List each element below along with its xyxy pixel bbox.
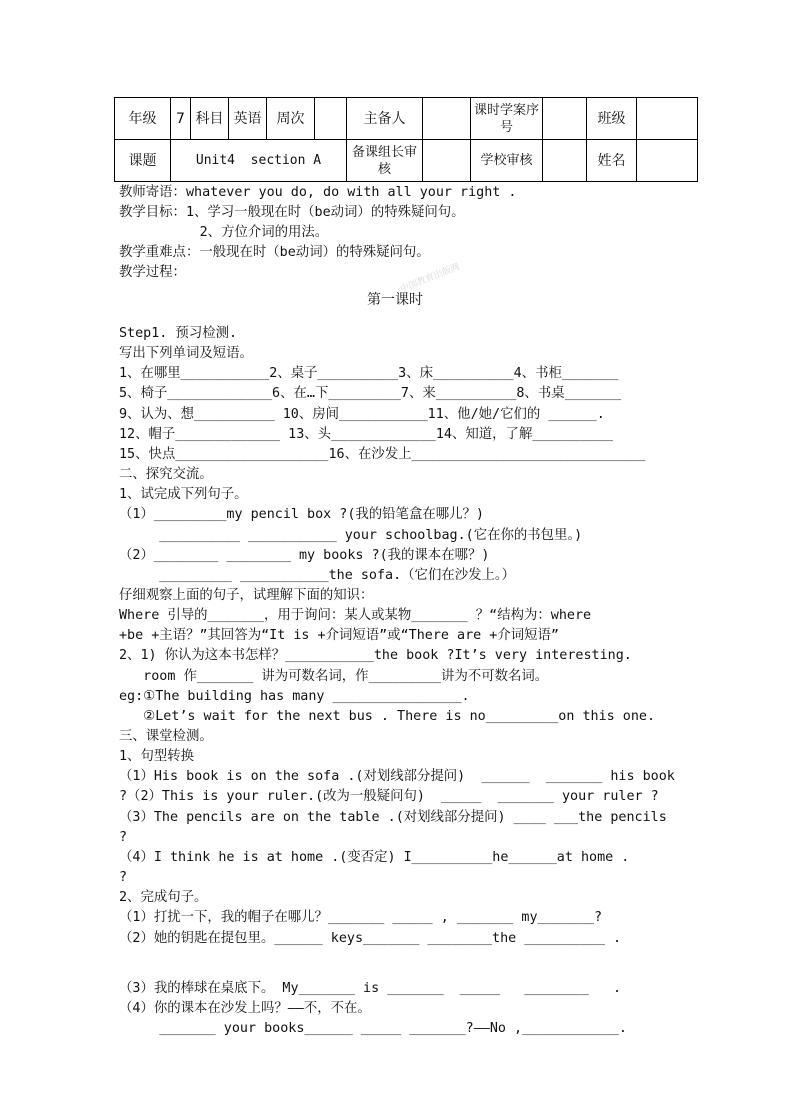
lesson-title: 第一课时 <box>367 292 423 308</box>
body-line: 1、在哪里___________2、桌子__________3、床__________4、书柜_______ <box>119 366 619 382</box>
header-table <box>114 97 698 182</box>
body-line: ②Let’s wait for the next bus . There is no_________on this one. <box>119 708 656 724</box>
class-value <box>637 98 698 140</box>
week-label: 周次 <box>267 98 315 140</box>
name-value <box>637 140 698 182</box>
group-review-value <box>423 140 471 182</box>
body-line: Step1. 预习检测. <box>119 326 238 341</box>
body-line: _______ your books______ _____ _______?——No ,____________. <box>119 1021 627 1037</box>
body-line: 1、句型转换 <box>119 749 195 765</box>
body-line: Where 引导的_______，用于询问：某人或某物_______ ？“结构为：where <box>119 608 592 624</box>
body-line: __________ ___________ your schoolbag.(它在你的书包里。) <box>119 527 583 543</box>
plan-number-value <box>543 98 587 140</box>
subject-value: 英语 <box>229 98 267 140</box>
teacher-message: 教师寄语：whatever you do, do with all your right . <box>119 185 517 200</box>
body-line: 写出下列单词及短语。 <box>119 346 253 362</box>
body-line: （1）His book is on the sofa .(对划线部分提问) ______ _______ his book <box>119 769 675 785</box>
body-line: （3）The pencils are on the table .(对划线部分提问) ____ ___the pencils <box>119 809 667 825</box>
body-line: 1、试完成下列句子。 <box>119 487 248 503</box>
plan-number-label: 课时学案序号 <box>471 98 543 140</box>
body-line: （1）_________my pencil box ?(我的铅笔盒在哪儿？) <box>119 507 484 523</box>
topic-value: Unit4 section A <box>171 140 347 182</box>
name-label: 姓名 <box>587 140 637 182</box>
preparer-value <box>423 98 471 140</box>
preparer-label: 主备人 <box>347 98 423 140</box>
body-line: 9、认为、想__________ 10、房间___________11、他/她/它们的 ______. <box>119 406 605 422</box>
body-line: 仔细观察上面的句子，试理解下面的知识： <box>119 587 374 603</box>
body-line: ? <box>119 829 128 845</box>
body-line: （4）I think he is at home .(变否定) I__________he______at home . <box>119 849 630 865</box>
body-line: 2、完成句子。 <box>119 890 208 906</box>
body-line: （2）她的钥匙在提包里。______ keys_______ ________the __________ . <box>119 930 622 946</box>
body-line: 二、探究交流。 <box>119 467 213 483</box>
body-line: 12、帽子_____________ 13、头_____________14、知道，了解__________ <box>119 426 613 442</box>
body-line: （4）你的课本在沙发上吗？——不，不在。 <box>119 1000 371 1016</box>
school-review-label: 学校审核 <box>471 140 543 182</box>
body-line: （1）打扰一下，我的帽子在哪儿？_______ _____ , _______ my_______? <box>119 910 603 926</box>
key-point: 教学重难点：一般现在时（be动词）的特殊疑问句。 <box>119 245 430 260</box>
objective-2: 2、方位介词的用法。 <box>119 225 329 240</box>
group-review-label: 备课组长审核 <box>347 140 423 182</box>
week-value <box>315 98 347 140</box>
body-line: eg:①The building has many ________________. <box>119 688 470 704</box>
topic-label: 课题 <box>115 140 171 182</box>
school-review-value <box>543 140 587 182</box>
body-line: 15、快点___________________16、在沙发上_____________________________ <box>119 446 646 462</box>
grade-value: 7 <box>171 98 191 140</box>
body-line: _________ ___________the sofa.（它们在沙发上。） <box>119 567 515 583</box>
body-line: 5、椅子_____________6、在…下_________7、来__________8、书桌_______ <box>119 386 622 402</box>
body-line: ?（2）This is your ruler.(改为一般疑问句) _____ _______ your ruler ? <box>119 789 659 805</box>
body-line: +be +主语？”其回答为“It is +介词短语”或“There are +介词短语” <box>119 628 559 644</box>
grade-label: 年级 <box>115 98 171 140</box>
subject-label: 科目 <box>191 98 229 140</box>
class-label: 班级 <box>587 98 637 140</box>
body-line: （3）我的棒球在桌底下。 My_______ is _______ _____ ________ . <box>119 980 622 996</box>
body-line: （2）________ ________ my books ?(我的课本在哪？) <box>119 547 490 563</box>
watermark: 中国教育出版网 <box>399 262 462 296</box>
body-line: room 作_______ 讲为可数名词，作_________讲为不可数名词。 <box>119 668 549 684</box>
body-line: 2、1) 你认为这本书怎样？___________the book ?It’s very interesting. <box>119 648 632 664</box>
body-line: ? <box>119 870 128 886</box>
process-heading: 教学过程： <box>119 265 186 280</box>
body-line: 三、课堂检测。 <box>119 729 213 744</box>
objective-1: 教学目标：1、学习一般现在时（be动词）的特殊疑问句。 <box>119 205 465 220</box>
